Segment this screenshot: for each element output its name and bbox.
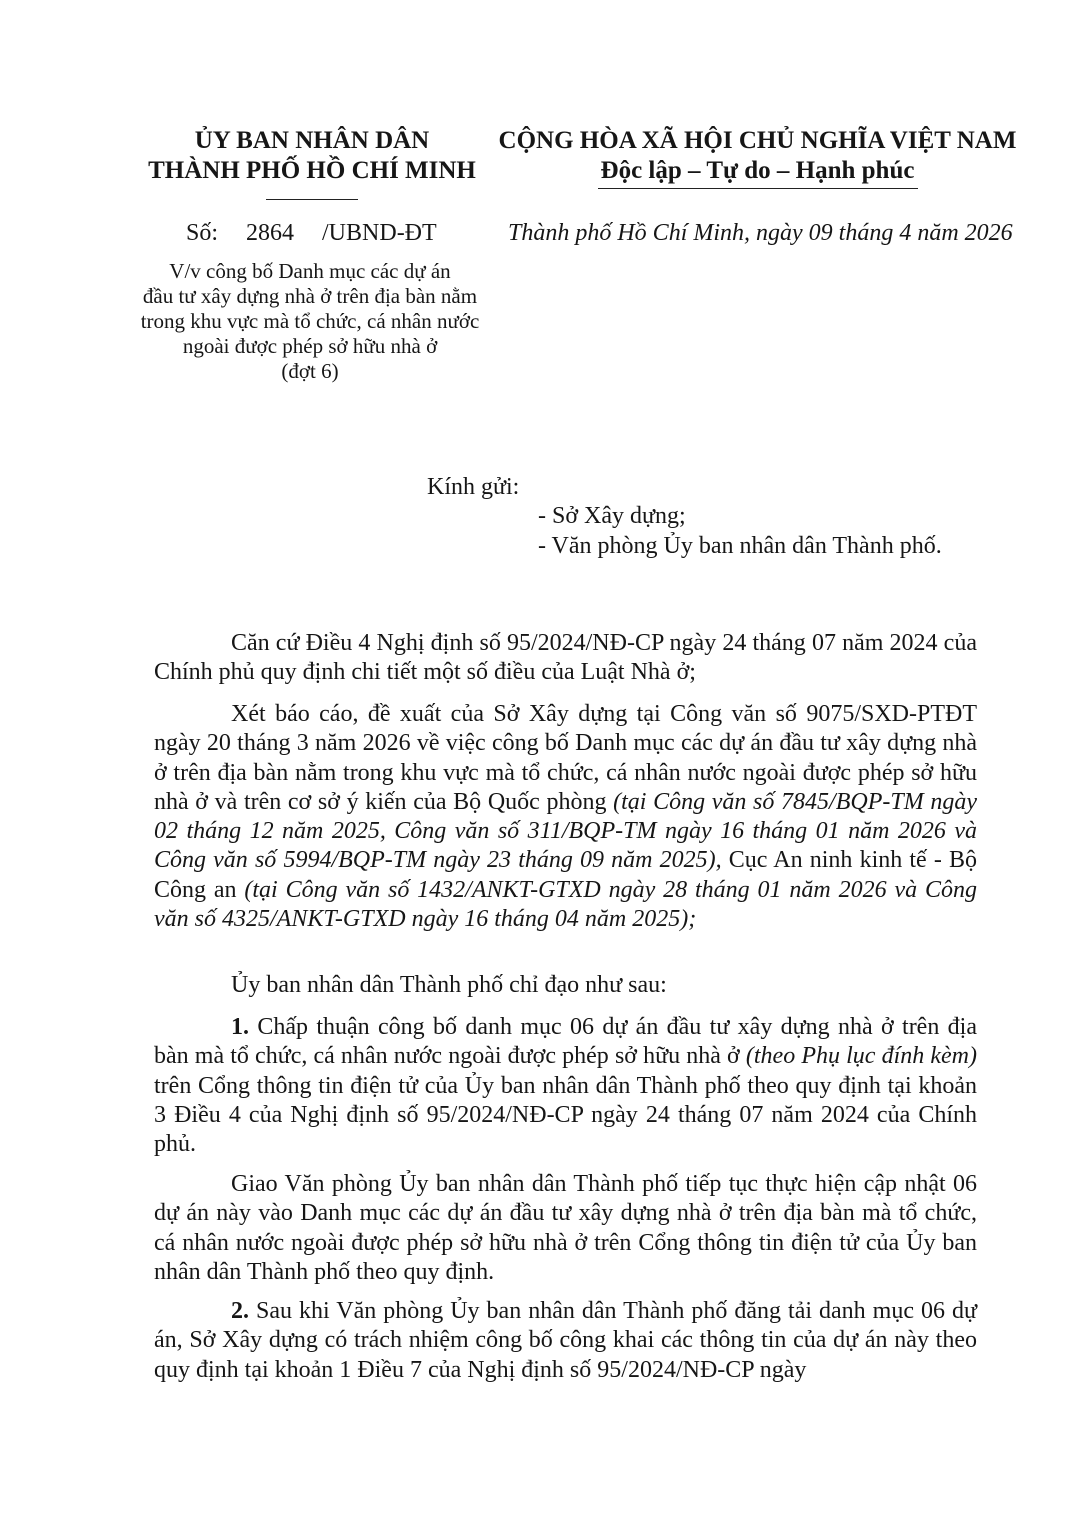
document-subject — [120, 259, 500, 384]
recipient-item: - Sở Xây dựng; — [538, 503, 686, 529]
national-motto: Độc lập – Tự do – Hạnh phúc — [600, 157, 915, 184]
subject-line: đầu tư xây dựng nhà ở trên địa bàn nằm — [142, 284, 478, 308]
item-1-number: 1. — [231, 1014, 249, 1040]
national-header — [485, 126, 1030, 189]
body-paragraph-legal-basis: Căn cứ Điều 4 Nghị định số 95/2024/NĐ-CP ngày 24 tháng 07 năm 2024 của Chính phủ quy định chi tiết một số điều của Luật Nhà ở; — [154, 630, 977, 686]
item-1-appendix-ref: (theo Phụ lục đính kèm) — [745, 1043, 978, 1070]
public-security-refs: (tại Công văn số 1432/ANKT-GTXD ngày 28 tháng 01 năm 2026 và Công văn số 4325/ANKT-GTXD ngày 16 tháng 04 năm 2025); — [154, 876, 977, 933]
subject-line: V/v công bố Danh mục các dự án — [169, 259, 451, 283]
body-paragraph-considering — [154, 700, 977, 934]
body-paragraph-item-2 — [154, 1297, 977, 1385]
subject-line: ngoài được phép sở hữu nhà ở — [182, 334, 438, 358]
issuer-header — [122, 126, 502, 200]
recipients-label: Kính gửi: — [427, 474, 520, 500]
subject-line: (đợt 6) — [281, 359, 339, 383]
item-1-text-2: trên Cổng thông tin điện tử của Ủy ban nhân dân Thành phố theo quy định tại khoản 3 Điều 4 của Nghị định số 95/2024/NĐ-CP ngày 24 tháng 07 năm 2024 của Chính phủ. — [154, 1072, 977, 1158]
issuer-line-2: THÀNH PHỐ HỒ CHÍ MINH — [148, 157, 476, 184]
body-paragraph-directive: Ủy ban nhân dân Thành phố chỉ đạo như sau: — [231, 972, 667, 998]
item-1-text: Chấp thuận công bố danh mục 06 dự án đầu tư xây dựng nhà ở trên địa bàn mà tổ chức, cá nhân nước ngoài được phép sở hữu nhà ở — [154, 1014, 977, 1070]
subject-line: trong khu vực mà tổ chức, cá nhân nước — [140, 309, 480, 333]
motto-underline — [598, 188, 918, 189]
body-paragraph-item-1 — [154, 1013, 977, 1159]
item-2-number: 2. — [231, 1298, 249, 1324]
body-paragraph-assignment: Giao Văn phòng Ủy ban nhân dân Thành phố tiếp tục thực hiện cập nhật 06 dự án này vào Danh mục các dự án đầu tư xây dựng nhà ở trên địa bàn mà tổ chức, cá nhân nước ngoài được phép sở hữu nhà ở trên Cổng thông tin điện tử của Ủy ban nhân dân Thành phố theo quy định. — [154, 1171, 977, 1285]
doc-number-label: Số: — [186, 220, 219, 246]
issuer-line-1: ỦY BAN NHÂN DÂN — [194, 127, 430, 154]
national-title: CỘNG HÒA XÃ HỘI CHỦ NGHĨA VIỆT NAM — [498, 127, 1017, 154]
considering-text: Xét báo cáo, đề xuất của Sở Xây dựng tại Công văn số 9075/SXD-PTĐT ngày 20 tháng 3 năm 2026 về việc công bố Danh mục các dự án đầu tư xây dựng nhà ở trên địa bàn nằm trong khu vực mà tổ chức, cá nhân nước ngoài được phép sở hữu nhà ở và trên cơ sở ý kiến của Bộ Quốc phòng — [154, 701, 977, 815]
item-2-text: Sau khi Văn phòng Ủy ban nhân dân Thành phố đăng tải danh mục 06 dự án, Sở Xây dựng có trách nhiệm công bố công khai các thông tin của dự án này theo quy định tại khoản 1 Điều 7 của Nghị định số 95/2024/NĐ-CP ngày — [154, 1298, 977, 1383]
issuer-underline — [266, 199, 358, 200]
ministry-defense-refs: (tại Công văn số 7845/BQP-TM ngày 02 tháng 12 năm 2025, Công văn số 311/BQP-TM ngày 16 tháng 01 năm 2026 và Công văn số 5994/BQP-TM ngày 23 tháng 09 năm 2025), — [154, 788, 977, 874]
doc-number-value: 2864 — [246, 220, 295, 246]
issue-date: Thành phố Hồ Chí Minh, ngày 09 tháng 4 năm 2026 — [508, 220, 1013, 246]
document-number — [186, 220, 437, 247]
recipient-item: - Văn phòng Ủy ban nhân dân Thành phố. — [538, 533, 942, 559]
considering-text-2: Cục An ninh kinh tế - Bộ Công an — [154, 847, 978, 903]
doc-number-suffix: /UBND-ĐT — [322, 220, 437, 246]
